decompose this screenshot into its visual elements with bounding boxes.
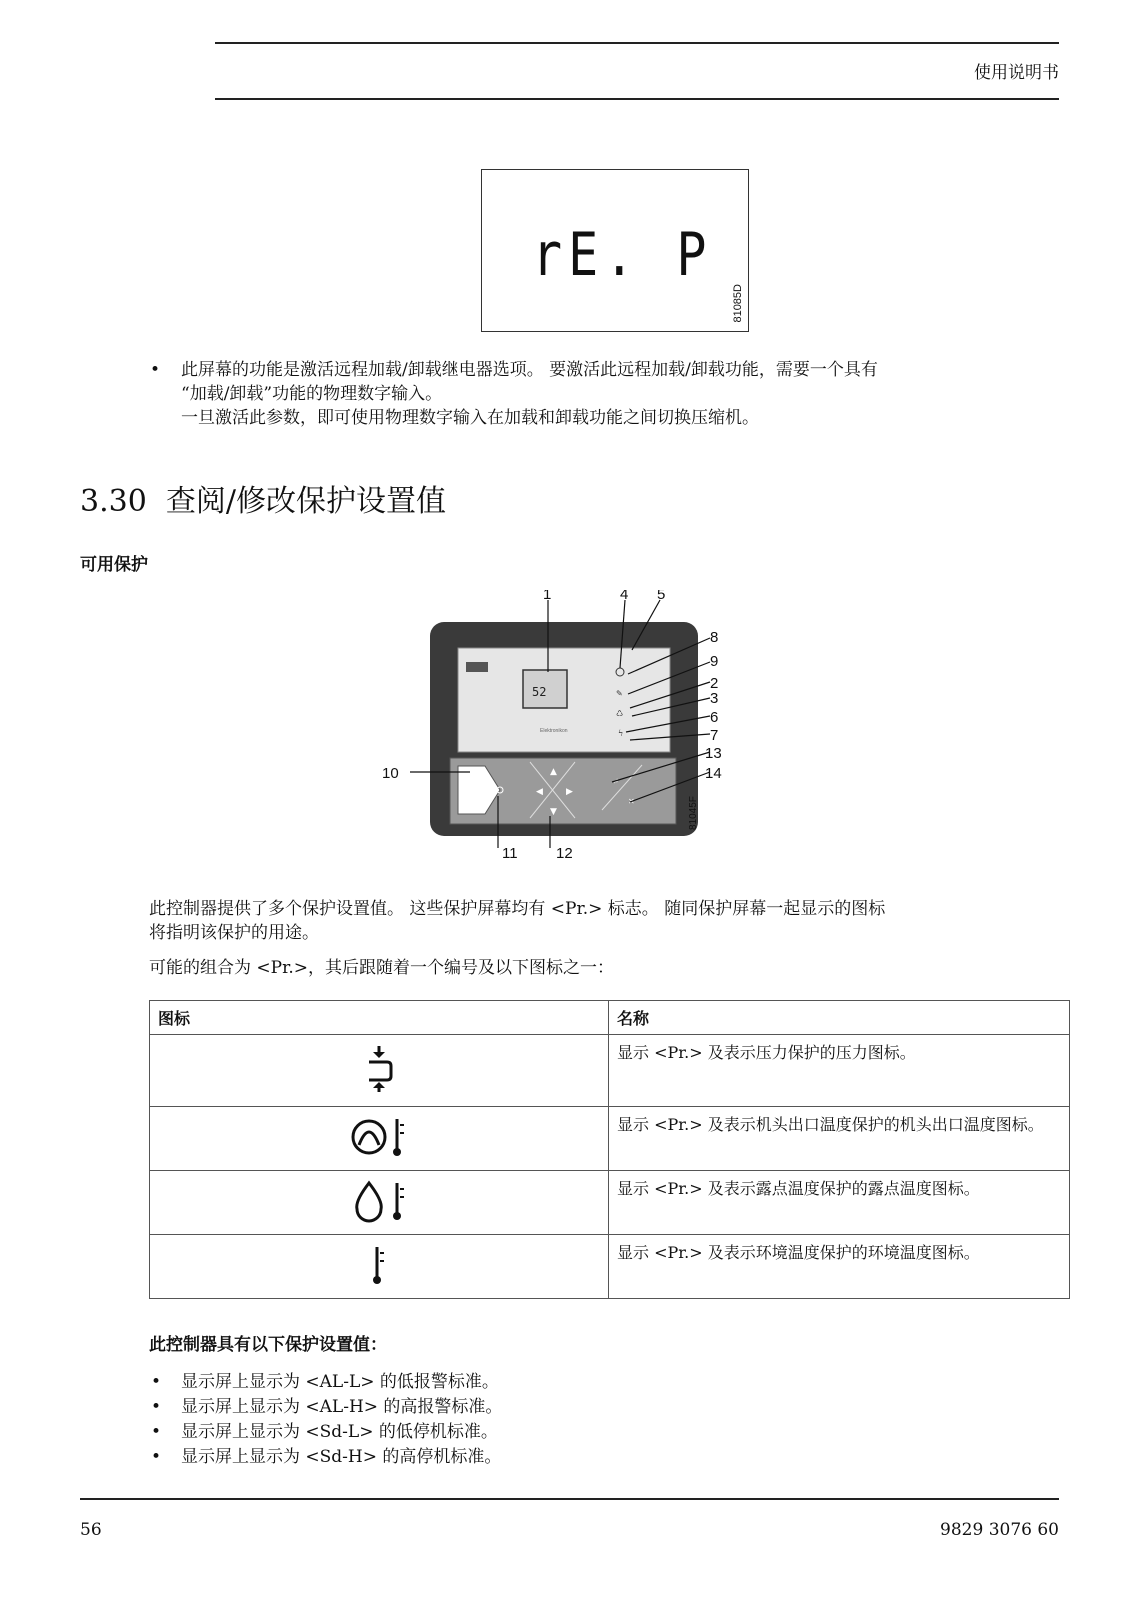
callout-2: 2 bbox=[710, 675, 719, 692]
dew-point-temperature-icon bbox=[349, 1179, 409, 1223]
intro-paragraph bbox=[149, 897, 1061, 945]
intro-line-2: “加载/卸载”功能的物理数字输入。 bbox=[181, 384, 443, 404]
icon-table bbox=[149, 1000, 1070, 1299]
ambient-temperature-icon bbox=[369, 1243, 389, 1287]
callout-12: 12 bbox=[556, 845, 573, 862]
figure-code: 81085D bbox=[732, 284, 744, 323]
svg-text:ϟ: ϟ bbox=[618, 729, 624, 738]
table-cell-text: 显示 <Pr.> 及表示露点温度保护的露点温度图标。 bbox=[609, 1171, 1070, 1235]
table-cell-text: 显示 <Pr.> 及表示压力保护的压力图标。 bbox=[609, 1035, 1070, 1107]
figure2-code: 81045F bbox=[688, 796, 699, 830]
para1-line-1: 此控制器提供了多个保护设置值。 这些保护屏幕均有 <Pr.> 标志。 随同保护屏幕一起显示的图标 bbox=[149, 899, 886, 919]
table-header-icon: 图标 bbox=[150, 1001, 609, 1035]
pressure-icon bbox=[359, 1044, 399, 1094]
header-bottom-rule bbox=[215, 98, 1059, 100]
svg-text:↵: ↵ bbox=[612, 777, 619, 786]
callout-9: 9 bbox=[710, 653, 719, 670]
callout-7: 7 bbox=[710, 727, 719, 744]
para1-line-2: 将指明该保护的用途。 bbox=[149, 923, 319, 943]
table-row bbox=[150, 1107, 1070, 1171]
callout-13: 13 bbox=[705, 745, 722, 762]
svg-text:▲: ▲ bbox=[550, 767, 557, 777]
callout-11: 11 bbox=[502, 845, 518, 862]
page-number: 56 bbox=[80, 1520, 102, 1540]
combination-paragraph: 可能的组合为 <Pr.>，其后跟随着一个编号及以下图标之一： bbox=[149, 958, 614, 978]
controller-figure bbox=[380, 590, 740, 875]
settings-list bbox=[149, 1370, 502, 1470]
svg-text:Elektronikon: Elektronikon bbox=[540, 728, 568, 734]
callout-3: 3 bbox=[710, 690, 719, 707]
callout-4: 4 bbox=[620, 590, 629, 603]
callout-1: 1 bbox=[543, 590, 552, 603]
element-outlet-temperature-icon bbox=[349, 1115, 409, 1159]
svg-text:▶: ▶ bbox=[566, 787, 573, 797]
intro-bullet bbox=[181, 358, 1061, 430]
callout-8: 8 bbox=[710, 629, 719, 646]
svg-text:▼: ▼ bbox=[550, 807, 557, 817]
svg-text:✕: ✕ bbox=[628, 797, 635, 806]
subheading: 可用保护 bbox=[80, 555, 148, 575]
svg-text:✎: ✎ bbox=[616, 689, 623, 698]
list-item: • 显示屏上显示为 <Sd-H> 的高停机标准。 bbox=[151, 1447, 502, 1467]
header-top-rule bbox=[215, 42, 1059, 44]
table-header-row bbox=[150, 1001, 1070, 1035]
table-header-name: 名称 bbox=[609, 1001, 1070, 1035]
table-row bbox=[150, 1235, 1070, 1299]
intro-line-3: 一旦激活此参数，即可使用物理数字输入在加载和卸载功能之间切换压缩机。 bbox=[181, 408, 759, 428]
section-number: 3.30 bbox=[80, 484, 147, 519]
footer-rule bbox=[80, 1498, 1059, 1500]
callout-14: 14 bbox=[705, 765, 722, 782]
svg-text:◀: ◀ bbox=[536, 787, 543, 797]
display-readout: rE. P bbox=[532, 220, 713, 290]
controller-screen-value: 52 bbox=[532, 685, 547, 699]
section-heading bbox=[80, 476, 446, 520]
svg-text:♺: ♺ bbox=[616, 709, 624, 718]
bullet-marker: • bbox=[150, 360, 161, 380]
callout-5: 5 bbox=[657, 590, 666, 603]
list-item: • 显示屏上显示为 <AL-L> 的低报警标准。 bbox=[151, 1372, 499, 1392]
list-item: • 显示屏上显示为 <Sd-L> 的低停机标准。 bbox=[151, 1422, 498, 1442]
table-cell-text: 显示 <Pr.> 及表示机头出口温度保护的机头出口温度图标。 bbox=[609, 1107, 1070, 1171]
display-figure bbox=[481, 169, 749, 332]
table-cell-text: 显示 <Pr.> 及表示环境温度保护的环境温度图标。 bbox=[609, 1235, 1070, 1299]
table-row bbox=[150, 1171, 1070, 1235]
settings-heading: 此控制器具有以下保护设置值： bbox=[149, 1335, 387, 1355]
intro-line-1: 此屏幕的功能是激活远程加载/卸载继电器选项。 要激活此远程加载/卸载功能，需要一个具有 bbox=[181, 360, 878, 380]
table-row bbox=[150, 1035, 1070, 1107]
callout-6: 6 bbox=[710, 709, 719, 726]
controller-drawing bbox=[380, 590, 740, 875]
callout-10: 10 bbox=[382, 765, 399, 782]
list-item: • 显示屏上显示为 <AL-H> 的高报警标准。 bbox=[151, 1397, 503, 1417]
document-number: 9829 3076 60 bbox=[940, 1520, 1059, 1540]
section-title: 查阅/修改保护设置值 bbox=[165, 484, 446, 519]
header-title: 使用说明书 bbox=[974, 63, 1059, 83]
